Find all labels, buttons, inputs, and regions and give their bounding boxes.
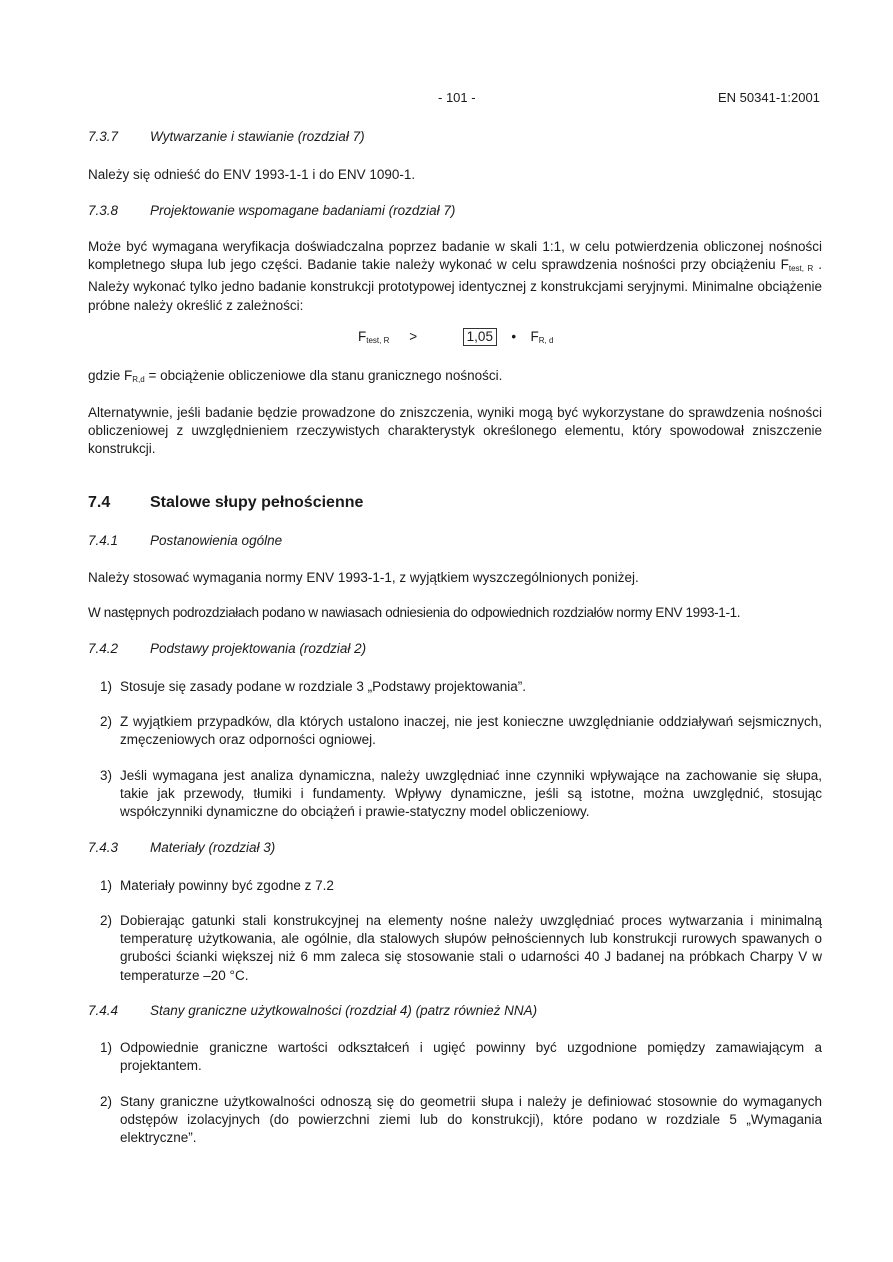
formula-rhs: $F_{R, d}$ bbox=[530, 329, 554, 345]
paragraph bbox=[88, 367, 822, 389]
list-text: Stosuje się zasady podane w rozdziale 3 „Podstawy projektowania”. bbox=[120, 679, 526, 694]
subsection-title: Materiały (rozdział 3) bbox=[150, 840, 276, 855]
subsection-number: 7.4.3 bbox=[88, 840, 119, 855]
list-text: Dobierając gatunki stali konstrukcyjnej na elementy nośne należy uwzględniać proces wytwarzania i minimalną temperaturę użytkowania, ale ogólnie, dla stalowych słupów pełnościennych lub konstrukcji rurowych spawanych o grubości ścianki większej niż 6 mm zaleca się stosowanie stali o udarności 40 J badanej na próbkach Charpy V w temperaturze –20 °C. bbox=[120, 913, 822, 983]
list-text: Odpowiednie graniczne wartości odkształceń i ugięć powinny być uzgodnione pomiędzy zamawiającym a projektantem. bbox=[120, 1040, 822, 1074]
list-text: Jeśli wymagana jest analiza dynamiczna, należy uwzględniać inne czynniki wpływające na zachowanie się słupa, takie jak przewody, tłumiki i fundamenty. Wpływy dynamiczne, jeśli są istotne, można uwzględnić, stosując współczynniki dynamiczne do obciążeń i prawie-statyczny model obliczeniowy. bbox=[120, 768, 822, 820]
subsection-heading-7-4-2 bbox=[88, 641, 366, 656]
list-item bbox=[100, 678, 822, 696]
subscript: test, R bbox=[788, 264, 814, 274]
list-number: 2) bbox=[100, 714, 113, 729]
text-run: = obciążenie obliczeniowe dla stanu granicznego nośności. bbox=[144, 368, 503, 383]
formula bbox=[358, 328, 553, 346]
list-number: 1) bbox=[100, 1040, 113, 1055]
subsection-heading-7-4-1 bbox=[88, 533, 282, 548]
section-title: Stalowe słupy pełnościenne bbox=[150, 494, 364, 511]
subsection-number: 7.3.8 bbox=[88, 203, 119, 218]
subsection-title: Stany graniczne użytkowalności (rozdział 4) (patrz również NNA) bbox=[150, 1003, 538, 1018]
list-item bbox=[100, 1039, 822, 1075]
list-number: 2) bbox=[100, 913, 113, 928]
subsection-number: 7.4.1 bbox=[88, 533, 119, 548]
list-item bbox=[100, 713, 822, 749]
formula-lhs: $F_{test, R}$ bbox=[358, 329, 390, 345]
subsection-number: 7.4.2 bbox=[88, 641, 119, 656]
section-heading-7-4 bbox=[88, 494, 363, 512]
subsection-title: Wytwarzanie i stawianie (rozdział 7) bbox=[150, 129, 365, 144]
subscript: R,d bbox=[132, 375, 145, 384]
subsection-heading-7-4-4 bbox=[88, 1003, 537, 1018]
list-text: Stany graniczne użytkowalności odnoszą się do geometrii słupa i należy je definiować stosownie do wymaganych odstępów izolacyjnych (do powierzchni ziemi lub do konstrukcji), które podano w rozdziale 5 „Wymagania elektryczne”. bbox=[120, 1094, 822, 1146]
subsection-title: Projektowanie wspomagane badaniami (rozdział 7) bbox=[150, 203, 456, 218]
formula-operator: > bbox=[409, 329, 418, 344]
list-number: 1) bbox=[100, 679, 113, 694]
text-run: . Należy wykonać tylko jedno badanie konstrukcji prototypowej identycznej z konstrukcjami seryjnymi. Minimalne obciążenie próbne należy określić z zależności: bbox=[88, 257, 822, 313]
list-text: Materiały powinny być zgodne z 7.2 bbox=[120, 878, 334, 893]
subsection-number: 7.3.7 bbox=[88, 129, 119, 144]
list-number: 1) bbox=[100, 878, 113, 893]
subsection-number: 7.4.4 bbox=[88, 1003, 119, 1018]
list-item bbox=[100, 1093, 822, 1148]
paragraph: Należy się odnieść do ENV 1993-1-1 i do ENV 1090-1. bbox=[88, 167, 416, 182]
list-item bbox=[100, 877, 822, 895]
list-text: Z wyjątkiem przypadków, dla których ustalono inaczej, nie jest konieczne uwzględnianie oddziaływań sejsmicznych, zmęczeniowych oraz odporności ogniowej. bbox=[120, 714, 822, 748]
text-run: gdzie F bbox=[88, 368, 133, 383]
list-number: 2) bbox=[100, 1094, 113, 1109]
page-number: - 101 - bbox=[438, 90, 476, 105]
paragraph bbox=[88, 238, 822, 315]
subsection-title: Postanowienia ogólne bbox=[150, 533, 283, 548]
formula-dot: • bbox=[511, 329, 517, 344]
paragraph: Alternatywnie, jeśli badanie będzie prowadzone do zniszczenia, wyniki mogą być wykorzystane do sprawdzenia nośności obliczeniowej z uwzględnieniem rzeczywistych charakterystyk określonego elementu, który spowodował zniszczenie konstrukcji. bbox=[88, 405, 822, 457]
list-item bbox=[100, 767, 822, 822]
subsection-title: Podstawy projektowania (rozdział 2) bbox=[150, 641, 367, 656]
standard-id: EN 50341-1:2001 bbox=[718, 90, 820, 105]
section-number: 7.4 bbox=[88, 494, 111, 511]
list-number: 3) bbox=[100, 768, 113, 783]
paragraph: Należy stosować wymagania normy ENV 1993-1-1, z wyjątkiem wyszczególnionych poniżej. bbox=[88, 570, 639, 585]
formula-factor: 1,05 bbox=[463, 328, 497, 346]
paragraph: W następnych podrozdziałach podano w nawiasach odniesienia do odpowiednich rozdziałów normy ENV 1993-1-1. bbox=[88, 605, 741, 620]
text-run: Może być wymagana weryfikacja doświadczalna poprzez badanie w skali 1:1, w celu potwierdzenia obliczonej nośności kompletnego słupa lub jego części. Badanie takie należy wykonać w celu sprawdzenia nośności przy obciążeniu F bbox=[88, 239, 822, 273]
subsection-heading-7-4-3 bbox=[88, 840, 275, 855]
subsection-heading-7-3-8 bbox=[88, 203, 455, 218]
subsection-heading-7-3-7 bbox=[88, 129, 365, 144]
list-item bbox=[100, 912, 822, 985]
